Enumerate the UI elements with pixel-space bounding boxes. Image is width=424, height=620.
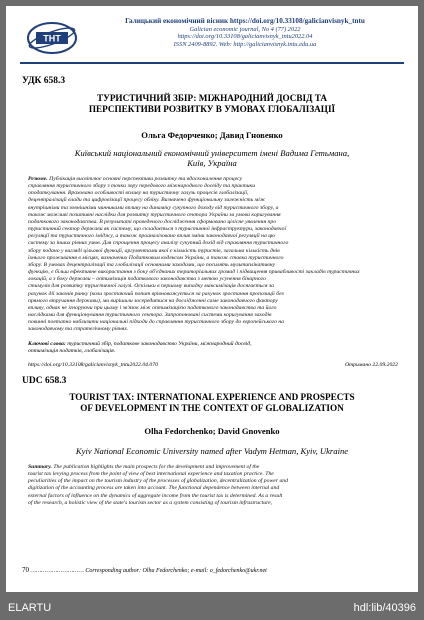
en-summary-line: digitization of the accounting process are taken into account. The functional dependence between internal and (28, 485, 280, 492)
en-summary-line: external factors of influence on the dynamics of aggregate income from the tourist tax is determined. As a result (28, 492, 283, 499)
ua-abstract-line: локацій, а з боку держави – оптимізація податкового законодавства з метою усунення бінарного (28, 276, 266, 283)
ua-abstract-line: стимулів для розвитку туристичної галузі. Оскільки в першому випадку максимізація досягається за (28, 283, 275, 290)
corresponding-author: Corresponding author: Olha Fedorchenko; e-mail: o_fedorchenko@ukr.net (85, 568, 267, 574)
repository-bar (0, 596, 424, 620)
journal-page (6, 6, 418, 592)
ua-abstract-line: впливу, однак не ігноруючи при цьому і зв'язок між оптимізацією податкового законодавства та його (28, 304, 277, 311)
ua-title (22, 93, 402, 115)
ua-abstract (28, 176, 398, 333)
university-logo-icon (26, 20, 78, 56)
handle-id: hdl:lib/40396 (353, 602, 416, 614)
logo-text: ТНТ (43, 33, 61, 44)
en-summary-line: peculiarities of the impact on the tourism industry of the processes of globalization, decentralization of power and (28, 478, 288, 485)
ua-doi-row (28, 362, 398, 368)
en-title (22, 392, 402, 414)
ua-abstract-label: Резюме. (28, 176, 48, 182)
ua-title-line: ПЕРСПЕКТИВИ РОЗВИТКУ В УМОВАХ ГЛОБАЛІЗАЦІЇ (88, 104, 336, 114)
ua-keywords-line: туристичний збір, податкове законодавство України, міжнародний досвід, (67, 341, 252, 347)
ua-keywords-label: Ключові слова: (28, 341, 66, 347)
ua-abstract-line: їхнього проживання в місцях, визначених Податковим кодексом України, а також ставка туристичного (28, 254, 284, 261)
ua-abstract-line: функцію, є більш ефективне використання з боку об'єднаних територіальних громад і підвищення привабливості закладів туристичних (28, 269, 360, 276)
ua-abstract-line: податкового законодавства. В результаті проведеного дослідження сформовано цілісне уявлення про (28, 218, 277, 225)
journal-english-title: Galician economic journal, No 4 (77) 2022 (189, 25, 301, 33)
udc-code: UDC 658.3 (22, 376, 67, 386)
ua-abstract-line: збору подано у вигляді цільової функції, аргументами якої є кількість туристів, загальна кількість днів (28, 247, 280, 254)
en-affiliation: Kyiv National Economic University named after Vadym Hetman, Kyiv, Ukraine (75, 446, 349, 456)
page-footer: 70 ………………………… Corresponding author: Olha Fedorchenko; e-mail: o_fedorchenko@ukr.net (22, 566, 267, 574)
ua-keywords-line: оптимізація податків, глобалізація. (28, 348, 116, 355)
ua-abstract-line: наслідками для функціонування туристичного сектора. Запропоновані системи коригування заходів (28, 311, 272, 318)
ua-abstract-line: рахунок дії законів ринку (коли зростаючий попит врівноважується за рахунок зростання пропозиції без (28, 290, 284, 297)
en-summary (28, 464, 398, 507)
ua-abstract-line: систему за інших рівних умов. Для спрощення процесу аналізу сукупний дохід від справляння туристичного (28, 240, 289, 247)
journal-title: Галицький економічний вісник https://doi.org/10.33108/galicianvisnyk_tntu (125, 17, 365, 25)
ua-abstract-line: децентралізації влади та цифровізації процесу обліку. Визначено функціональну залежність між (28, 197, 266, 204)
ua-abstract-line: законодавчому та стратегічному рівнях. (28, 326, 129, 333)
udk-code: УДК 658.3 (22, 76, 66, 86)
en-title-line: TOURIST TAX: INTERNATIONAL EXPERIENCE AND PROSPECTS (69, 392, 355, 402)
repository-name: ELARTU (8, 602, 52, 614)
ua-affiliation (22, 148, 402, 169)
article-doi-link[interactable]: https://doi.org/10.33108/galicianvisnyk_tntu2022.04.070 (28, 362, 158, 368)
ua-abstract-line: оподаткування. Враховано особливості впливу на туристичну галузь процесів глобалізації, (28, 190, 249, 197)
ua-authors: Ольга Федорченко; Давид Гновенко (141, 130, 283, 140)
ua-keywords (28, 341, 398, 355)
received-date: Отримано 22.09.2022 (344, 362, 398, 368)
ua-affiliation-line: Київ, Україна (187, 158, 237, 169)
ua-abstract-line: регуляції та туристичного іміджу, а також проаналізовано вплив зміни законодавчої регуляції на цю (28, 233, 276, 240)
ua-abstract-line: туристичний сектор держави як систему, що складається з туристичної інфраструктури, законодавчої (28, 226, 287, 233)
en-summary-line: tourist tax levying process from the point of view of best international experience and taxation practice. The (28, 471, 274, 478)
en-summary-label: Summary. (28, 464, 52, 470)
ua-abstract-line: збору. В умовах децентралізації та глобалізації основними заходами, що посилять мультиплікативну (28, 261, 276, 268)
journal-issn: ISSN 2409-8892. Web: http://galicianvisnyk.tntu.edu.ua (173, 40, 317, 48)
ua-affiliation-line: Київський національний економічний університет імені Вадима Гетьмана, (74, 148, 350, 158)
page-number: 70 (22, 566, 29, 574)
en-authors: Olha Fedorchenko; David Gnovenko (144, 426, 280, 436)
ua-abstract-line: Публікація висвітлює основні перспективи розвитку та вдосконалення процесу (49, 176, 243, 182)
ua-title-line: ТУРИСТИЧНИЙ ЗБІР: МІЖНАРОДНИЙ ДОСВІД ТА (96, 93, 328, 103)
ua-abstract-line: також можливі позитивні наслідки для розвитку туристичного сектора України за умови коригування (28, 211, 281, 218)
en-title-line: OF DEVELOPMENT IN THE CONTEXT OF GLOBALIZATION (80, 403, 344, 413)
en-summary-line: The publication highlights the main prospects for the development and improvement of the (53, 464, 260, 470)
journal-header (20, 16, 404, 64)
ua-abstract-line: повинні поетапно наблизити національні підходи до справляння туристичного збору до європейського на (28, 319, 285, 326)
ua-abstract-line: внутрішніми та зовнішніми чинниками впливу на динаміку сукупного доходу від туристичного збору, а (28, 204, 279, 211)
journal-doi: https://doi.org/10.33108/galicianvisnyk_tntu2022.04 (177, 33, 313, 41)
ua-abstract-line: прямого втручання держави), ми вирішили зосередитися на дослідженні саме законодавчого фактору (28, 297, 278, 304)
en-summary-line: of the research, a holistic view of the state's tourism sector as a system consisting of tourism infrastructure, (28, 499, 273, 506)
ua-abstract-line: справляння туристичного збору з точки зору передового міжнародного досвіду та практики (28, 183, 256, 190)
